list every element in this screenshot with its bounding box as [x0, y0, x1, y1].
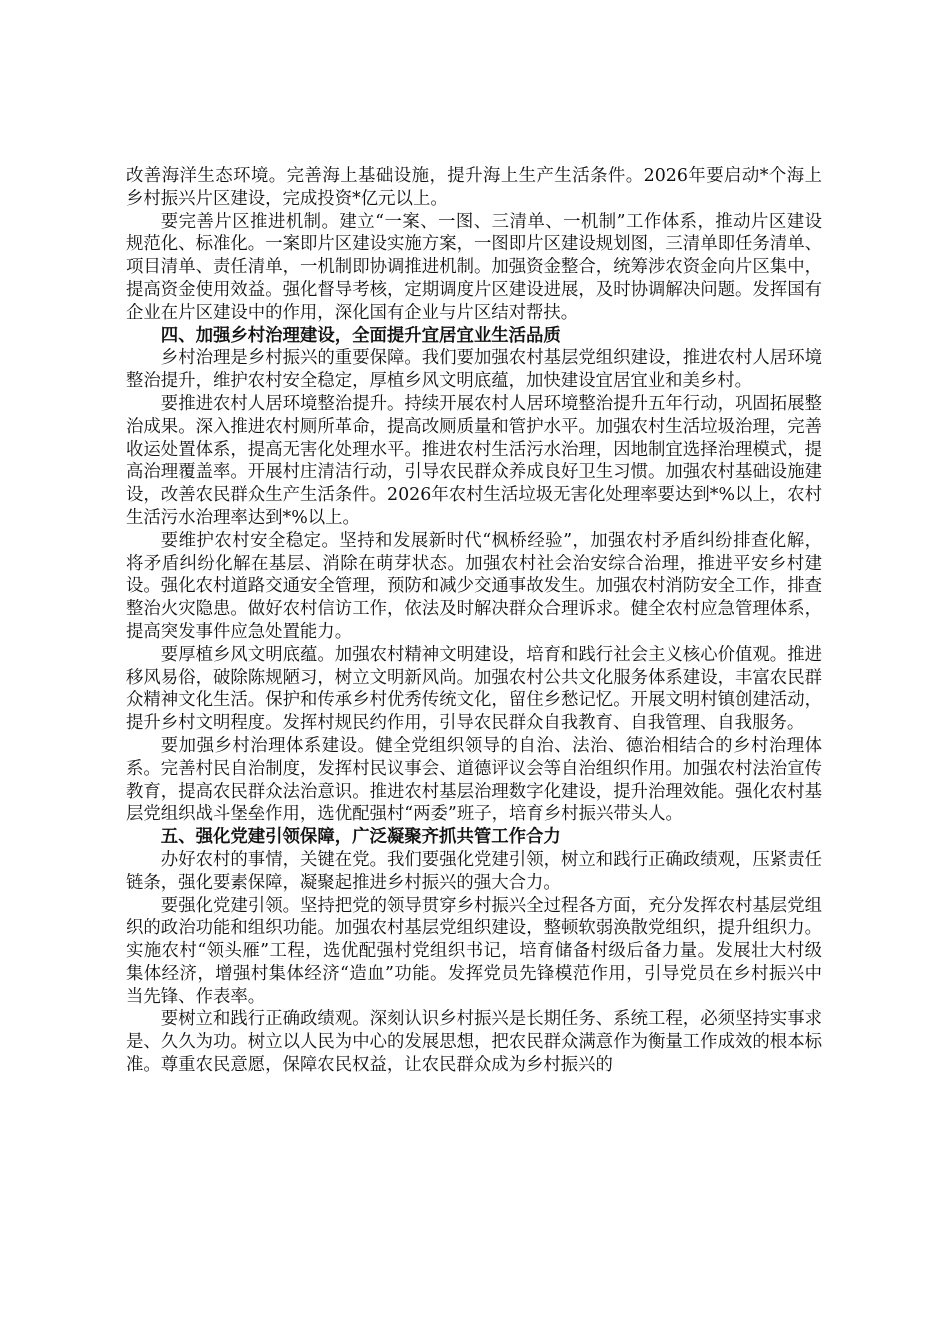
- paragraph-10: 要树立和践行正确政绩观。深刻认识乡村振兴是长期任务、系统工程，必须坚持实事求是、久久为功。树立以人民为中心的发展思想，把农民群众满意作为衡量工作成效的根本标准。尊重农民意愿，保障农民权益，让农民群众成为乡村振兴的: [126, 1009, 822, 1076]
- paragraph-9: 要强化党建引领。坚持把党的领导贯穿乡村振兴全过程各方面，充分发挥农村基层党组织的政治功能和组织功能。加强农村基层党组织建设，整顿软弱涣散党组织，提升组织力。实施农村“领头雁”工程，选优配强村党组织书记，培育储备村级后备力量。发展壮大村级集体经济，增强村集体经济“造血”功能。发挥党员先锋模范作用，引导党员在乡村振兴中当先锋、作表率。: [126, 895, 822, 1007]
- paragraph-2: 要完善片区推进机制。建立“一案、一图、三清单、一机制”工作体系，推动片区建设规范化、标准化。一案即片区建设实施方案，一图即片区建设规划图，三清单即任务清单、项目清单、责任清单，一机制即协调推进机制。加强资金整合，统筹涉农资金向片区集中，提高资金使用效益。强化督导考核，定期调度片区建设进展，及时协调解决问题。发挥国有企业在片区建设中的作用，深化国有企业与片区结对帮扶。: [126, 211, 822, 323]
- paragraph-4: 要推进农村人居环境整治提升。持续开展农村人居环境整治提升五年行动，巩固拓展整治成果。深入推进农村厕所革命，提高改厕质量和管护水平。加强农村生活垃圾治理，完善收运处置体系，提高无害化处理水平。推进农村生活污水治理，因地制宜选择治理模式，提高治理覆盖率。开展村庄清洁行动，引导农民群众养成良好卫生习惯。加强农村基础设施建设，改善农民群众生产生活条件。2026年农村生活垃圾无害化处理率要达到*%以上，农村生活污水治理率达到*%以上。: [126, 393, 822, 528]
- document-body: [126, 165, 822, 1077]
- section-heading-4: 四、加强乡村治理建设，全面提升宜居宜业生活品质: [160, 325, 561, 346]
- paragraph-1: 改善海洋生态环境。完善海上基础设施，提升海上生产生活条件。2026年要启动*个海上乡村振兴片区建设，完成投资*亿元以上。: [126, 166, 822, 209]
- section-heading-5: 五、强化党建引领保障，广泛凝聚齐抓共管工作合力: [160, 827, 561, 848]
- paragraph-5: 要维护农村安全稳定。坚持和发展新时代“枫桥经验”，加强农村矛盾纠纷排查化解，将矛盾纠纷化解在基层、消除在萌芽状态。加强农村社会治安综合治理，推进平安乡村建设。强化农村道路交通安全管理，预防和减少交通事故发生。加强农村消防安全工作，排查整治火灾隐患。做好农村信访工作，依法及时解决群众合理诉求。健全农村应急管理体系，提高突发事件应急处置能力。: [126, 530, 822, 642]
- paragraph-3: 乡村治理是乡村振兴的重要保障。我们要加强农村基层党组织建设，推进农村人居环境整治提升，维护农村安全稳定，厚植乡风文明底蕴，加快建设宜居宜业和美乡村。: [126, 348, 822, 392]
- paragraph-6: 要厚植乡风文明底蕴。加强农村精神文明建设，培育和践行社会主义核心价值观。推进移风易俗，破除陈规陋习，树立文明新风尚。加强农村公共文化服务体系建设，丰富农民群众精神文化生活。保护和传承乡村优秀传统文化，留住乡愁记忆。开展文明村镇创建活动，提升乡村文明程度。发挥村规民约作用，引导农民群众自我教育、自我管理、自我服务。: [126, 644, 822, 734]
- paragraph-7: 要加强乡村治理体系建设。健全党组织领导的自治、法治、德治相结合的乡村治理体系。完善村民自治制度，发挥村民议事会、道德评议会等自治组织作用。加强农村法治宣传教育，提高农民群众法治意识。推进农村基层治理数字化建设，提升治理效能。强化农村基层党组织战斗堡垒作用，选优配强村“两委”班子，培育乡村振兴带头人。: [126, 735, 822, 825]
- paragraph-8: 办好农村的事情，关键在党。我们要强化党建引领，树立和践行正确政绩观，压紧责任链条，强化要素保障，凝聚起推进乡村振兴的强大合力。: [126, 849, 822, 893]
